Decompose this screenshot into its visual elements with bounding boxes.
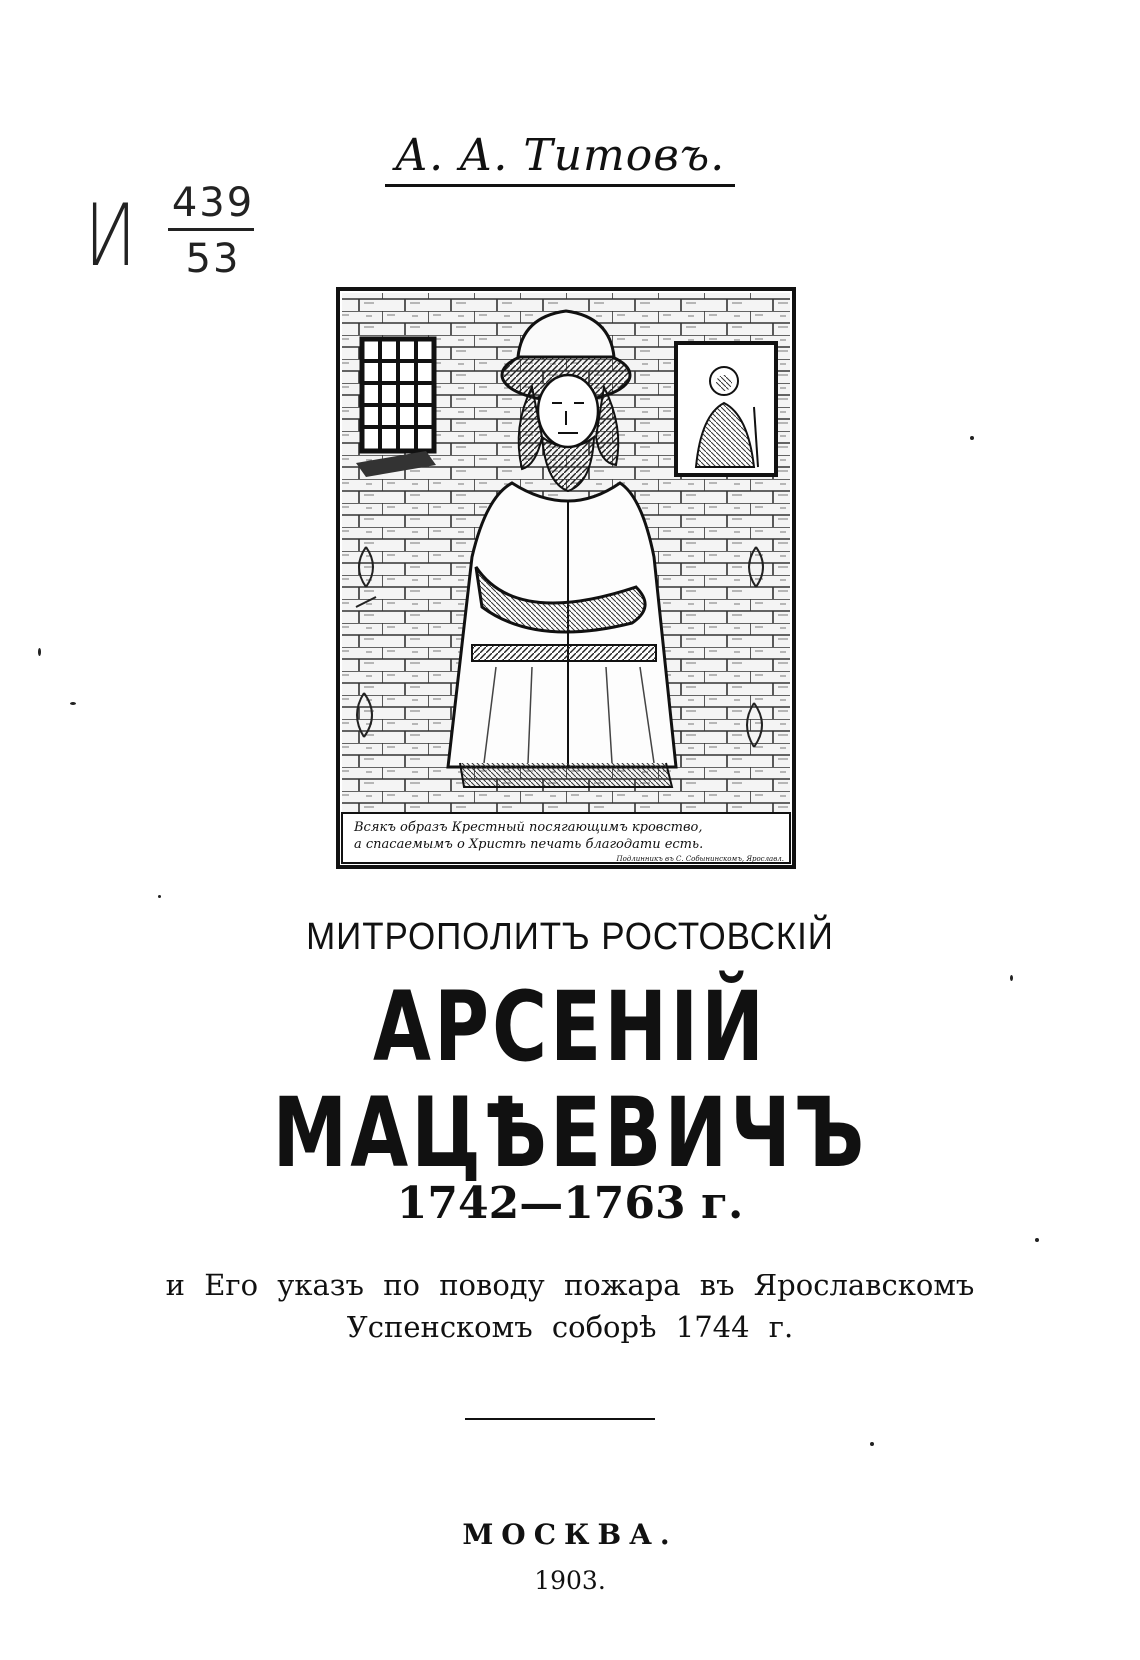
print-speck	[158, 895, 161, 898]
engraving-credit: Подлинникъ въ С. Собынинскомъ, Ярославл.	[616, 855, 784, 863]
title-main: АРСЕНІЙ МАЦѢЕВИЧЪ	[272, 971, 868, 1189]
title-subtitle: МИТРОПОЛИТЪ РОСТОВСКІЙ	[306, 916, 834, 958]
print-speck	[70, 702, 76, 705]
print-speck	[970, 436, 974, 440]
imprint-year: 1903.	[534, 1566, 606, 1595]
decree-line-2: Успенскомъ соборѣ 1744 г.	[346, 1310, 794, 1344]
print-speck	[1035, 1238, 1039, 1242]
title-years: 1742—1763 г.	[396, 1178, 744, 1229]
print-speck	[870, 1442, 874, 1446]
decree-line-1: и Его указъ по поводу пожара въ Ярославскомъ	[165, 1268, 975, 1302]
caption-line-2: а спасаемымъ о Христѣ печать благодати есть.	[354, 837, 704, 852]
author-underline	[385, 184, 735, 187]
imprint-city: МОСКВА.	[462, 1518, 678, 1551]
shelf-mark-fraction-line	[168, 228, 254, 231]
caption-line-1: Всякъ образъ Крестный посягающимъ кровство,	[354, 820, 703, 835]
shelf-mark-bottom-number: 53	[185, 236, 241, 282]
shelf-mark-letter: И	[84, 186, 137, 286]
portrait-engraving	[336, 287, 796, 869]
wall-icon-picture	[676, 343, 776, 475]
author-name: А. А. Титовъ.	[394, 130, 726, 181]
print-speck	[1010, 975, 1013, 981]
section-divider	[465, 1418, 655, 1420]
print-speck	[38, 648, 41, 656]
shelf-mark-top-number: 439	[171, 180, 255, 226]
